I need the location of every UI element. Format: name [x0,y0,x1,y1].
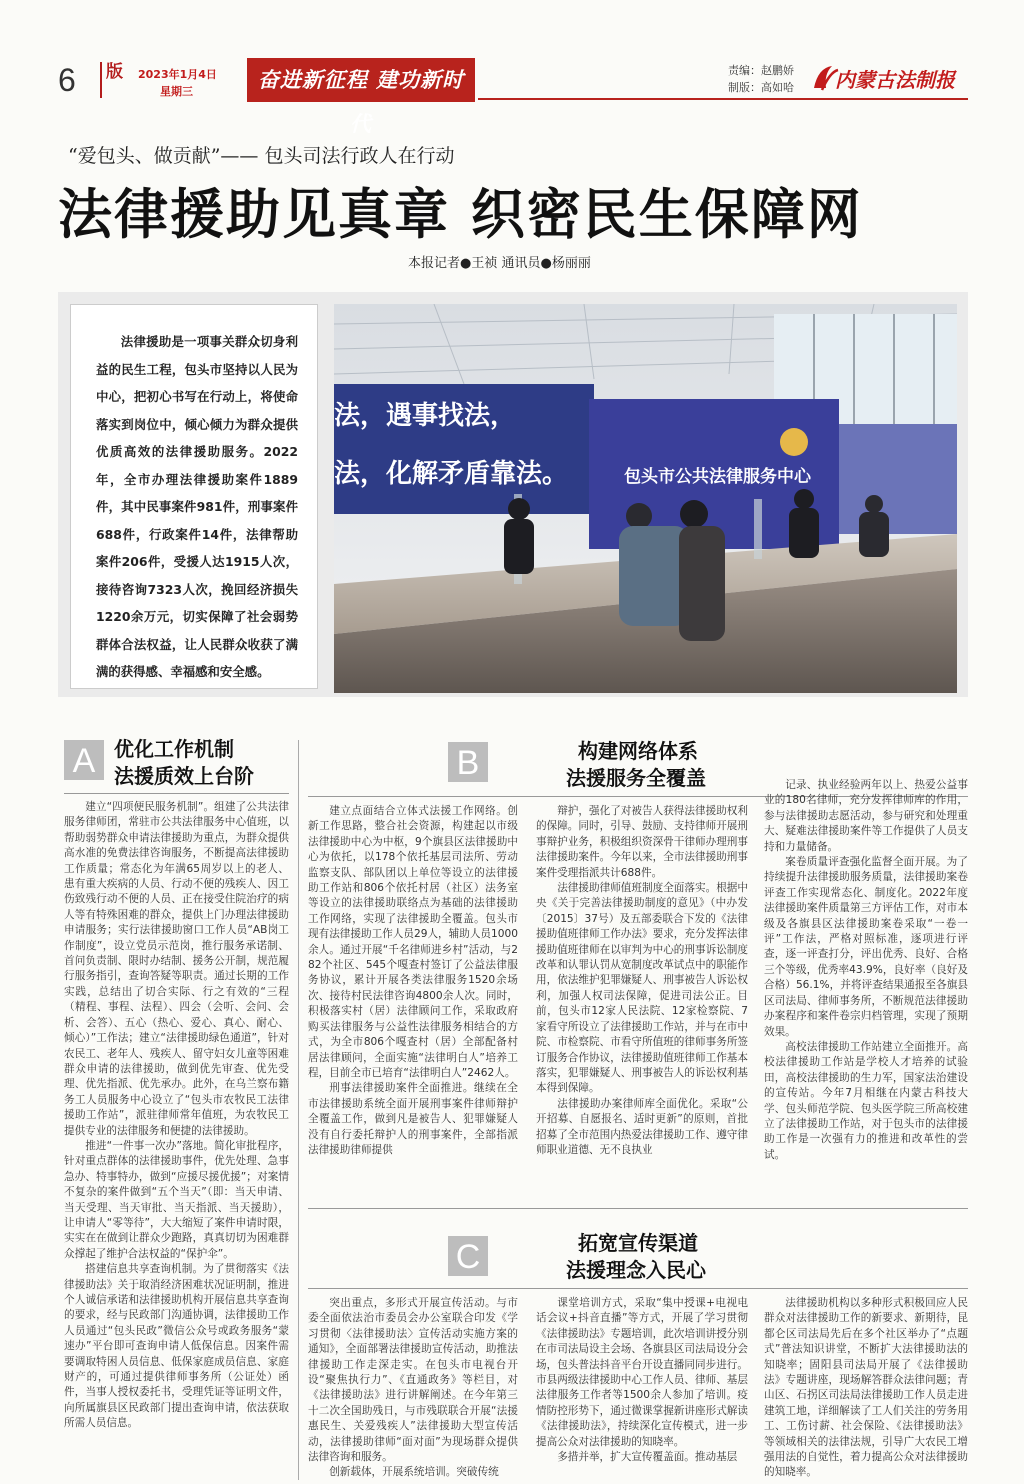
section-b-text-col2: 辩护，强化了对被告人获得法律援助权利的保障。同时，引导、鼓励、支持律师开展刑事辩护业务，积极组织资深骨干律师办理刑事法律援助案件。今年以来，全市法律援助刑事案件受理指派共计688件。 法律援助律师值班制度全面落实。根据中央《关于完善法律援助制度的意见》（中办发〔2015〕37号）及五部委联合下发的《法律援助值班律师工作办法》要求，充分发挥法律援助值班律师在以审判为中心的刑事诉讼制度改革和认罪认罚从宽制度改革试点中的职能作用，依法维护犯罪嫌疑人、刑事被告人诉讼权利，加强人权司法保障，促进司法公正。目前，包头市12家人民法院、12家检察院、7家看守所设立了法律援助工作站，并与在市中院、市检察院、市看守所值班的律师事务所签订服务合作协议，法律援助值班律师工作基本落实，犯罪嫌疑人、刑事被告人的诉讼权利基本得到保障。 法律援助办案律师库全面优化。采取“公开招募、自愿报名、适时更新”的原则，首批招募了全市范围内热爱法律援助工作、遵守律师职业道德、无不良执业 [536,805,748,1156]
section-c-title-2: 法援理念入民心 [566,1258,706,1282]
section-c-text-col1: 突出重点，多形式开展宣传活动。与市委全面依法治市委员会办公室联合印发《学习贯彻〈法律援助法〉宣传活动实施方案的通知》，全面部署法律援助宣传活动，助推法律援助工作走深走实。在包头市电视台开设“聚焦执行力”、《直通政务》等栏目，对《法律援助法》进行讲解阐述。在今年第三十二次全国助残日，与市残联联合开展“法援惠民生、关爱残疾人”法律援助大型宣传活动，法律援助律师“面对面”为现场群众提供法律咨询和服务。 创新载体，开展系统培训。突破传统 [308,1297,518,1479]
article-byline: 本报记者●王祯 通讯员●杨丽丽 [408,256,591,271]
issue-weekday: 星期三 [160,85,193,98]
photo-center-sign: 包头市公共法律服务中心 [624,467,811,487]
section-a-title-1: 优化工作机制 [114,737,234,761]
newspaper-name: 内蒙古法制报 [835,68,955,92]
service-hall-photo [334,304,957,693]
section-a-letter: A [64,740,104,780]
slogan-banner: 奋进新征程 建功新时代 [247,58,475,102]
photo-wall-text-2: 法，化解矛盾靠法。 [334,459,569,489]
section-a-title-2: 法援质效上台阶 [114,764,254,788]
section-c-letter: C [448,1236,488,1276]
section-a-text: 建立“四项便民服务机制”。组建了公共法律服务律师团，常驻市公共法律服务中心值班，以帮助弱势群众申请法律援助为重点，为群众提供高水准的免费法律咨询服务，不断提高法律援助工作质量；常态化为年满65周岁以上的老人、患有重大疾病的人员、行动不便的残疾人、因工伤致残行动不便的人员、正在接受住院治疗的病人等有特殊困难的群众，提供上门办理法律援助申请服务；实行法律援助窗口工作人员“AB岗工作制度”，设立党员示范岗，推行服务承诺制、首问负责制、限时办结制、援务公开制，规范履行服务指引，查询答疑等职责。通过长期的工作实践，总结出了切合实际、行之有效的“三程（精程、事程、法程）、四会（会听、会问、会析、会答）、五心（热心、爱心、真心、耐心、倾心）”工作法；建立“法律援助绿色通道”，针对农民工、老年人、残疾人、留守妇女儿童等困难群众申请的法律援助，做到优先审查、优先受理、优先指派、优先承办。此外，在乌兰察布籍务工人员服务中心设立了“包头市农牧民工法律援助工作站”，派驻律师常年值班，为农牧民工提供专业的法律服务和便捷的法律援助。 推进“一件事一次办”落地。简化审批程序，针对重点群体的法律援助事件，优先处理、急事急办、特事特办，做到“应援尽援优援”；对案情不复杂的案件做到“五个当天”（即：当天申请、当天受理、当天审批、当天指派、当天援助），让申请人“零等待”，大大缩短了案件申请时限，实实在在做到让群众少跑路，真真切切为困难群众撑起了维护合法权益的“保护伞”。 搭建信息共享查询机制。为了贯彻落实《法律援助法》关于取消经济困难状况证明制，推进个人诚信承诺和法律援助机构开展信息共享查询的要求，经与民政部门沟通协调，法律援助工作人员通过“包头民政”微信公众号或政务服务“蒙速办”平台即可查询申请人低保信息。因案件需要调取特困人员信息、低保家庭成员信息、家庭财产的，可通过提供律师事务所（公证处）函件，当事人授权委托书，受理凭证等证明文件，向所属旗县区民政部门提出查询申请，依法获取所需人员信息。 [64,801,289,1430]
section-b-text-col3: 记录、执业经验两年以上、热爱公益事业的180名律师，充分发挥律师库的作用，参与法律援助志愿活动，参与研究和处理重大、疑难法律援助案件等工作提供了人员支持和力量储备。 案卷质量评查强化监督全面开展。为了持续提升法律援助服务质量，法律援助案卷评查工作实现常态化、制度化。2022年度法律援助案件质量第三方评估工作，对市本级及各旗县区法律援助案卷采取“一卷一评”工作法，严格对照标准，逐项进行评查，逐一评查打分，评出优秀、良好、合格三个等级，优秀率43.9%，良好率（良好及合格）56.1%，并将评查结果通报至各旗县区司法局、律师事务所，不断规范法律援助办案程序和案件卷宗归档管理，实现了预期效果。 高校法律援助工作站建立全面推开。高校法律援助工作站是学校人才培养的试验田，高校法律援助的生力军，国家法治建设的宣传站。今年7月相继在内蒙古科技大学、包头师范学院、包头医学院三所高校建立了法律援助工作站，对于包头市的法律援助工作是一次强有力的推进和改革性的尝试。 [764,779,968,1161]
column-divider [298,740,299,1480]
article-headline: 法律援助见真章 织密民生保障网 [58,182,863,246]
page-number: 6 [58,62,76,98]
section-a-rule [64,793,289,794]
section-c-rule [308,1288,968,1289]
section-c-text-col2: 课堂培训方式，采取“集中授课+电视电话会议+抖音直播”等方式，开展了学习贯彻《法律援助法》专题培训，此次培训讲授分别在市司法局设主会场、各旗县区司法局设分会场，包头普法抖音平台开设直播同同步进行。市县两级法律援助中心工作人员、律师、基层法律服务工作者等1500余人参加了培训。疫情防控形势下，通过微课掌握新讲座形式解读《法律援助法》，持续深化宣传模式，进一步提高公众对法律援助的知晓率。 多措并举，扩大宣传覆盖面。推动基层 [536,1297,748,1464]
section-b-letter: B [448,742,488,782]
section-b-title-1: 构建网络体系 [578,739,698,763]
section-divider [308,1208,968,1209]
photo-wall-text-1: 法，遇事找法， [334,401,517,431]
section-c-text-col3: 法律援助机构以多种形式积极回应人民群众对法律援助工作的新要求、新期待，昆都仑区司法局先后在多个社区举办了“点题式”普法知识讲堂，不断扩大法律援助法的知晓率；固阳县司法局开展了《法律援助法》专题讲座，现场解答群众法律问题；青山区、石拐区司法局法律援助工作人员走进建筑工地，详细解读了工人们关注的劳务用工、工伤讨薪、社会保险、《法律援助法》等领域相关的法律法规，引导广大农民工增强用法的自觉性，着力提高公众对法律援助的知晓率。 [764,1297,968,1479]
producer-credit: 制版：高如哈 [728,81,794,94]
issue-date: 2023年1月4日 [138,68,217,81]
section-b-text-col1: 建立点面结合立体式法援工作网络。创新工作思路，整合社会资源，构建起以市级法律援助中心为中枢，9个旗县区法律援助中心为依托，以178个依托基层司法所、劳动监察支队、部队团以上单位等设立的法律援助工作站和806个依托村居（社区）法务室等设立的法律援助联络点为基础的法律援助工作网络，实现了法律援助全覆盖。包头市现有法律援助工作人员29人，辅助人员1000余人。通过开展“千名律师进乡村”活动，与282个社区、545个嘎查村签订了公益法律服务协议，累计开展各类法律服务1520余场次、接待村民法律咨询4800余人次。同时，积极落实村（居）法律顾问工作，采取政府购买法律服务与公益性法律服务相结合的方式，为全市806个嘎查村（居）全部配备村居法律顾问，全面实施“法律明白人”培养工程，目前全市已培育“法律明白人”2462人。 刑事法律援助案件全面推进。继续在全市法律援助系统全面开展刑事案件律师辩护全覆盖工作，做到凡是被告人、犯罪嫌疑人没有自行委托辩护人的刑事案件，全部指派法律援助律师提供 [308,805,518,1156]
section-c-title-1: 拓宽宣传渠道 [578,1231,698,1255]
intro-text: 法律援助是一项事关群众切身利益的民生工程，包头市坚持以人民为中心，把初心书写在行动上，将使命落实到岗位中，倾心倾力为群众提供优质高效的法律援助服务。2022年，全市办理法律援助案件1889件，其中民事案件981件，刑事案件688件，行政案件14件，法律帮助案件206件，受援人达1915人次，接待咨询7323人次，挽回经济损失1220余万元，切实保障了社会弱势群体合法权益，让人民群众收获了满满的获得感、幸福感和安全感。 [96,334,298,679]
page-label: 版 [100,62,128,98]
section-b-title-2: 法援服务全覆盖 [566,766,706,790]
masthead-rule [478,98,968,100]
article-kicker: “爱包头、做贡献”—— 包头司法行政人在行动 [68,145,455,167]
editor-credit: 责编：赵鹏娇 [728,64,794,77]
